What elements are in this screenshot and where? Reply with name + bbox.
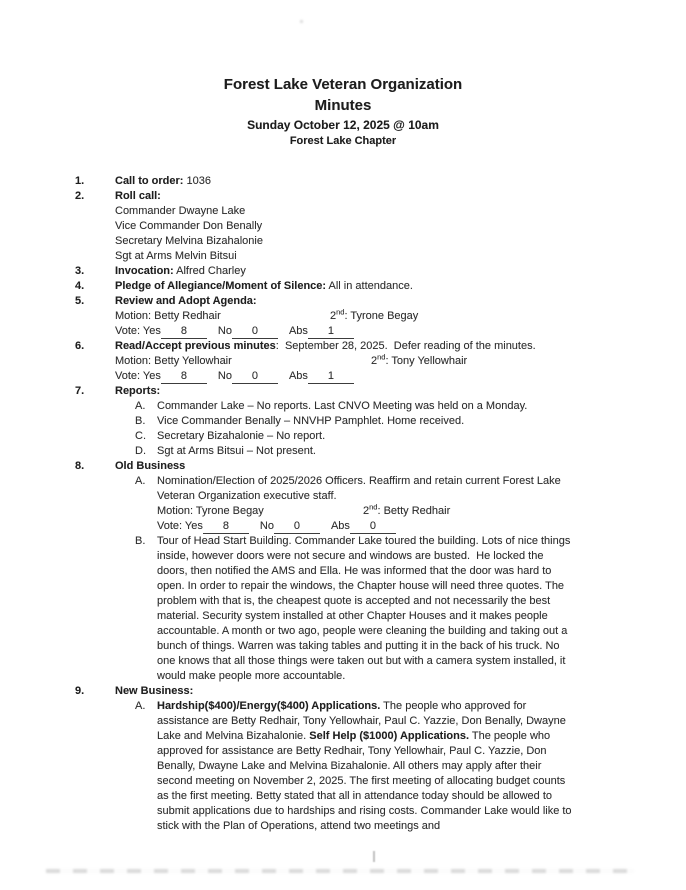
sub-item <box>135 474 576 534</box>
item-number: 9. <box>75 685 85 697</box>
sub-letter: A. <box>135 700 146 712</box>
vote-abs-value: 0 <box>350 520 396 534</box>
vote-no-value: 0 <box>232 325 278 339</box>
item-content <box>115 264 576 279</box>
motion-text: Motion: Betty Yellowhair <box>115 355 232 367</box>
item-heading <box>115 264 576 279</box>
vote-label: No <box>259 520 274 532</box>
item-number: 4. <box>75 280 85 292</box>
vote-label: No <box>217 325 232 337</box>
sub-body <box>157 534 576 684</box>
vote-line <box>115 369 576 384</box>
sub-letter: A. <box>135 400 146 412</box>
doc-title: Forest Lake Veteran Organization <box>223 76 463 93</box>
bold-run: Self Help ($1000) Applications. <box>309 730 470 742</box>
doc-subtitle: Minutes <box>314 97 372 114</box>
sub-body <box>157 399 576 414</box>
vote-label: No <box>217 370 232 382</box>
second-text: 2nd: Tyrone Begay <box>330 307 419 322</box>
minutes-item <box>75 174 576 189</box>
item-heading <box>115 279 576 294</box>
text-run: The people who approved for assistance are Betty Redhair, Tony Yellowhair, Paul C. Yazzie, Don Benally, Dwayne Lake and Melvina Bizahalonie. All others may apply after their second meeting on November 2, 2025. The first meeting of allocating budget counts as the first meeting. Betty stated that all in attendance today should be allowed to submit applications due to hardships and rising costs. Commander Lake would like to stick with the Plan of Operations, attend two meetings and <box>157 730 575 832</box>
scan-smudge-artifact <box>46 869 634 873</box>
motion-line <box>115 354 576 369</box>
item-content <box>115 459 576 684</box>
text-run: Vice Commander Benally – NNVHP Pamphlet. Home received. <box>157 415 465 427</box>
bold-run: Invocation: <box>115 265 174 277</box>
detail-line: Vice Commander Don Benally <box>115 220 263 232</box>
item-number: 5. <box>75 295 85 307</box>
minutes-item <box>75 294 576 339</box>
vote-yes-value: 8 <box>161 370 207 384</box>
minutes-item <box>75 384 576 459</box>
text-run: Tour of Head Start Building. Commander Lake toured the building. Lots of nice things inside, however doors were not secure and windows are busted. He locked the doors, then notified the AMS and Ella. He was informed that the door was hard to open. In order to repair the windows, the Chapter house will need three quotes. The problem with that is, the cheapest quote is accepted and not necessarily the best material. Security system installed at other Chapter Houses and it makes people accountable. A month or two ago, people were cleaning the building and taking out a bunch of things. Warren was taking tables and putting it in the back of his truck. No one knows that all those things were taken out but with a camera system installed, it would make people more accountable. <box>157 535 574 682</box>
second-text: 2nd: Betty Redhair <box>363 502 451 517</box>
item-heading <box>115 339 576 354</box>
scan-tick-artifact <box>373 851 375 862</box>
doc-date-line: Sunday October 12, 2025 @ 10am <box>247 118 439 132</box>
sub-body <box>157 414 576 429</box>
bold-run: Review and Adopt Agenda: <box>115 295 257 307</box>
sub-paragraph <box>157 474 576 504</box>
sub-body <box>157 444 576 459</box>
bold-run: Reports: <box>115 385 161 397</box>
item-number: 6. <box>75 340 85 352</box>
item-heading <box>115 684 576 699</box>
bold-run: Roll call: <box>115 190 161 202</box>
text-run: The people who approved for assistance are Betty Redhair, Tony Yellowhair, Paul C. Yazzie, Don Benally, Dwayne Lake and Melvina Bizahalonie. <box>157 700 569 742</box>
sub-item <box>135 444 576 459</box>
sub-item <box>135 414 576 429</box>
item-content <box>115 384 576 459</box>
vote-yes-value: 8 <box>161 325 207 339</box>
sub-paragraph <box>157 699 576 834</box>
vote-line <box>115 324 576 339</box>
item-heading <box>115 459 576 474</box>
motion-text: Motion: Betty Redhair <box>115 310 221 322</box>
sub-item <box>135 429 576 444</box>
detail-line: Secretary Melvina Bizahalonie <box>115 235 263 247</box>
vote-line <box>157 519 576 534</box>
item-number: 7. <box>75 385 85 397</box>
sub-letter: A. <box>135 475 146 487</box>
minutes-item <box>75 684 576 834</box>
motion-line <box>115 309 576 324</box>
text-run: : September 28, 2025. Defer reading of the minutes. <box>275 340 536 352</box>
bold-run: New Business: <box>115 685 194 697</box>
item-number: 1. <box>75 175 85 187</box>
ordinal-suffix: nd <box>377 352 386 362</box>
detail-line: Sgt at Arms Melvin Bitsui <box>115 250 237 262</box>
vote-label: Vote: Yes <box>115 370 161 382</box>
bold-run: Hardship($400)/Energy($400) Applications. <box>157 700 381 712</box>
second-text: 2nd: Tony Yellowhair <box>371 352 468 367</box>
item-content <box>115 339 576 384</box>
sub-paragraph <box>157 429 576 444</box>
vote-label: Vote: Yes <box>157 520 203 532</box>
sub-body <box>157 474 576 534</box>
minutes-item <box>75 264 576 279</box>
sub-body <box>157 699 576 834</box>
bold-run: Old Business <box>115 460 186 472</box>
sub-item <box>135 699 576 834</box>
ordinal-suffix: nd <box>369 502 378 512</box>
sub-letter: D. <box>135 445 146 457</box>
document-header <box>0 74 686 149</box>
text-run: Sgt at Arms Bitsui – Not present. <box>157 445 316 457</box>
vote-label: Abs <box>288 370 308 382</box>
item-heading <box>115 384 576 399</box>
text-run: Nomination/Election of 2025/2026 Officers. Reaffirm and retain current Forest Lake Veteran Organization executive staff. <box>157 475 564 502</box>
item-number: 8. <box>75 460 85 472</box>
vote-no-value: 0 <box>232 370 278 384</box>
sub-paragraph <box>157 414 576 429</box>
sub-letter: B. <box>135 415 146 427</box>
item-content <box>115 189 576 264</box>
motion-line <box>157 504 576 519</box>
sub-paragraph <box>157 399 576 414</box>
sub-paragraph <box>157 534 576 684</box>
item-content <box>115 684 576 834</box>
minutes-list <box>75 174 576 834</box>
sub-item <box>135 399 576 414</box>
item-content <box>115 174 576 189</box>
minutes-item <box>75 279 576 294</box>
vote-label: Abs <box>288 325 308 337</box>
sub-item <box>135 534 576 684</box>
minutes-item <box>75 459 576 684</box>
text-run: Commander Lake – No reports. Last CNVO Meeting was held on a Monday. <box>157 400 528 412</box>
bold-run: Pledge of Allegiance/Moment of Silence: <box>115 280 327 292</box>
detail-line: Commander Dwayne Lake <box>115 205 246 217</box>
item-number: 3. <box>75 265 85 277</box>
vote-no-value: 0 <box>274 520 320 534</box>
minutes-item <box>75 339 576 384</box>
sub-paragraph <box>157 444 576 459</box>
sub-letter: B. <box>135 535 146 547</box>
item-content <box>115 279 576 294</box>
vote-abs-value: 1 <box>308 370 354 384</box>
scan-speck-artifact <box>300 20 303 23</box>
item-heading <box>115 294 576 309</box>
item-number: 2. <box>75 190 85 202</box>
text-run: 1036 <box>183 175 211 187</box>
vote-abs-value: 1 <box>308 325 354 339</box>
sub-letter: C. <box>135 430 146 442</box>
sub-body <box>157 429 576 444</box>
ordinal-suffix: nd <box>336 307 345 317</box>
vote-yes-value: 8 <box>203 520 249 534</box>
minutes-item <box>75 189 576 264</box>
text-run: Secretary Bizahalonie – No report. <box>157 430 326 442</box>
item-content <box>115 294 576 339</box>
item-heading <box>115 174 576 189</box>
vote-label: Vote: Yes <box>115 325 161 337</box>
text-run: Alfred Charley <box>173 265 246 277</box>
item-heading <box>115 189 576 204</box>
vote-label: Abs <box>330 520 350 532</box>
text-run: All in attendance. <box>326 280 413 292</box>
doc-chapter-line: Forest Lake Chapter <box>289 135 397 147</box>
bold-run: Call to order: <box>115 175 184 187</box>
motion-text: Motion: Tyrone Begay <box>157 505 264 517</box>
bold-run: Read/Accept previous minutes <box>115 340 276 352</box>
